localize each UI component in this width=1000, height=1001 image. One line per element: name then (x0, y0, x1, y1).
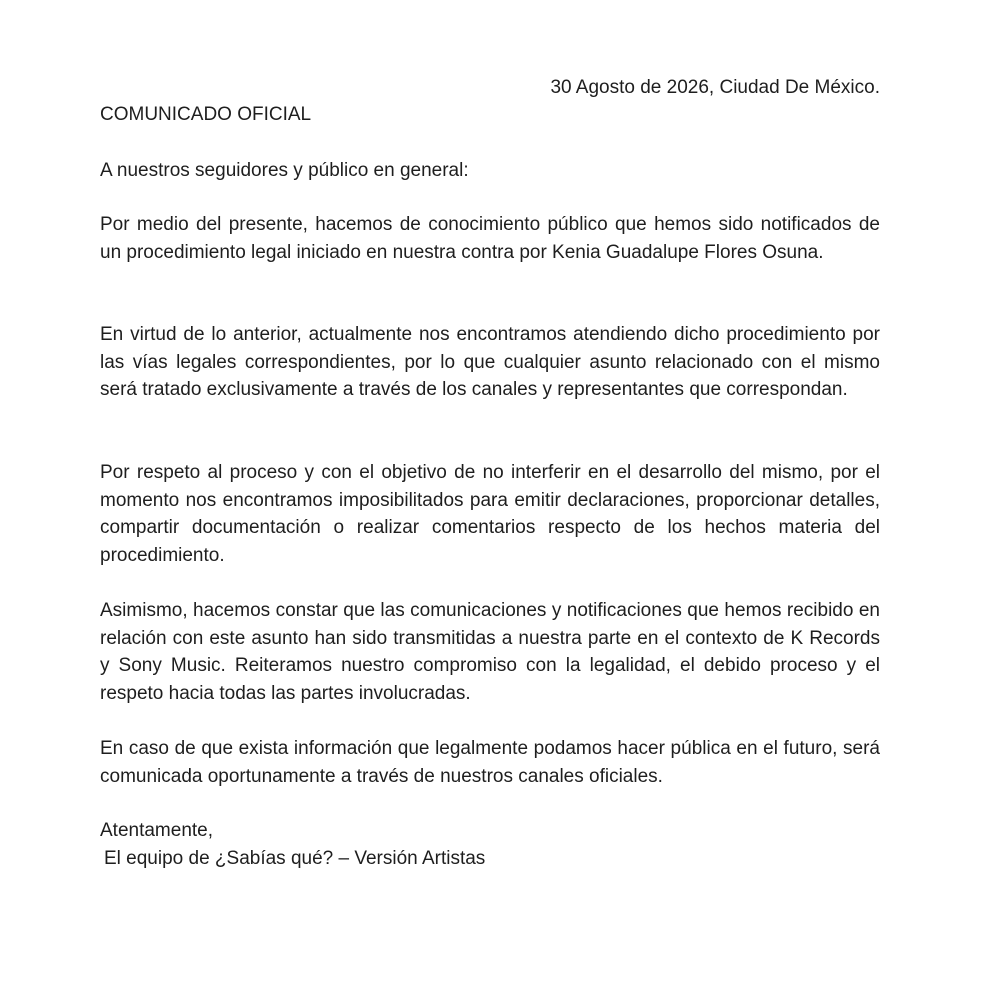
statement-title: COMUNICADO OFICIAL (100, 104, 312, 125)
paragraph-no-comments: Por respeto al proceso y con el objetivo de no interferir en el desarrollo del mismo, por el momento nos encontramos imposibilitados para emitir declaraciones, proporcionar detalles, compartir documentación o realizar comentarios respecto de los hechos materia del procedimiento. (100, 462, 880, 566)
paragraph-legal-notice: Por medio del presente, hacemos de conocimiento público que hemos sido notificados de un procedimiento legal iniciado en nuestra contra por Kenia Guadalupe Flores Osuna. (100, 214, 880, 263)
date-line: 30 Agosto de 2026, Ciudad De México. (550, 77, 880, 98)
paragraph-communications: Asimismo, hacemos constar que las comunicaciones y notificaciones que hemos recibido en relación con este asunto han sido transmitidas a nuestra parte en el contexto de K Records y Sony Music. Reiteramos nuestro compromiso con la legalidad, el debido proceso y el respeto hacia todas las partes involucradas. (100, 600, 880, 704)
paragraph-legal-process: En virtud de lo anterior, actualmente nos encontramos atendiendo dicho procedimiento por las vías legales correspondientes, por lo que cualquier asunto relacionado con el mismo será tratado exclusivamente a través de los canales y representantes que correspondan. (100, 324, 880, 401)
closing-line: Atentamente, (100, 820, 214, 841)
signature-line: El equipo de ¿Sabías qué? – Versión Artistas (104, 848, 486, 869)
paragraph-future-information: En caso de que exista información que legalmente podamos hacer pública en el futuro, será comunicada oportunamente a través de nuestros canales oficiales. (100, 738, 880, 787)
salutation: A nuestros seguidores y público en general: (100, 160, 469, 181)
